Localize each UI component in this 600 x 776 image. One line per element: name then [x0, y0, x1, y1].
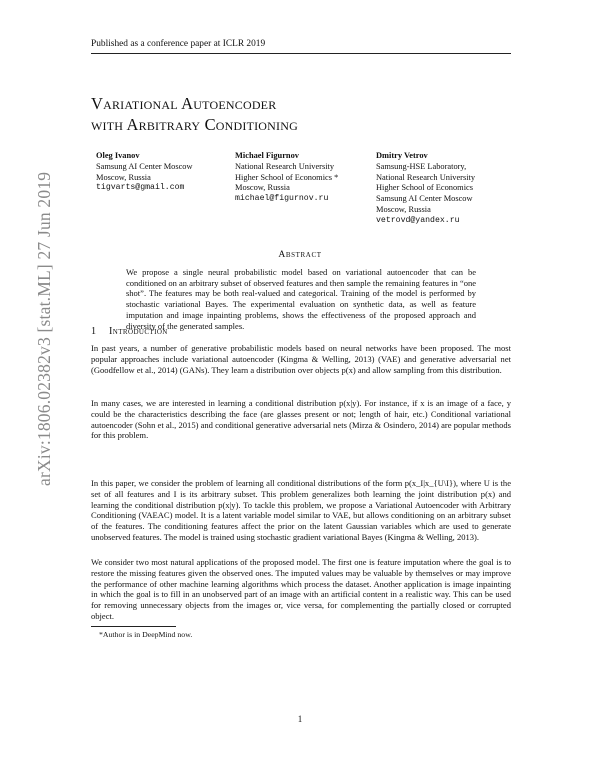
- author-name: Oleg Ivanov: [96, 151, 140, 160]
- author-email[interactable]: vetrovd@yandex.ru: [376, 215, 460, 225]
- author-affiliation: Samsung AI Center Moscow: [376, 194, 473, 204]
- title-line-1: Variational Autoencoder: [91, 94, 277, 113]
- footnote-rule: [91, 626, 176, 627]
- abstract-text: We propose a single neural probabilistic model based on variational autoencoder that can be conditioned on an arbitrary subset of observed features and then sample the remaining features in “one shot”. The features may be both real-valued and categorical. Training of the model is performed by stochastic variational Bayes. The experimental evaluation on synthetic data, as well as feature imputation and image inpainting problems, shows the effectiveness of the proposed approach and diversity of the generated samples.: [126, 267, 476, 331]
- header-rule: [91, 53, 511, 54]
- paragraph-3: In this paper, we consider the problem of learning all conditional distributions of the form p(x_I|x_{U\I}), where U is the set of all features and I is its arbitrary subset. This problem generalizes both learning the joint distribution p(x) and learning the conditional distribution p(x|y). To tackle this problem, we propose a Variational Autoencoder with Arbitrary Conditioning (VAEAC) model. It is a latent variable model similar to VAE, but allows conditioning on an arbitrary subset of the features. The conditioning features affect the prior on the latent Gaussian variables which are used to generate unobserved features. The model is trained using stochastic gradient variational Bayes (Kingma & Welling, 2013).: [91, 478, 511, 542]
- author-affiliation: Moscow, Russia: [235, 183, 290, 193]
- paragraph-4: We consider two most natural applications of the proposed model. The first one is feature imputation where the goal is to restore the missing features given the observed ones. The imputed values may be valuable by themselves or may improve the performance of other machine learning algorithms which process the dataset. Another application is image inpainting in which the goal is to fill in an unobserved part of an image with an artificial content in a realistic way. This can be used for removing unnecessary objects from the images or, vice versa, for complementing the partially closed or corrupted object.: [91, 557, 511, 621]
- author-affiliation: National Research University: [376, 172, 476, 182]
- author-email[interactable]: michael@figurnov.ru: [235, 194, 329, 204]
- author-affiliation: Samsung-HSE Laboratory,: [376, 161, 467, 171]
- author-name: Dmitry Vetrov: [376, 151, 428, 160]
- section-number: 1: [91, 326, 97, 337]
- author-affiliation: Higher School of Economics: [376, 183, 473, 193]
- section-title: Introduction: [109, 326, 168, 337]
- author-affiliation: Samsung AI Center Moscow: [96, 161, 193, 171]
- author-email[interactable]: tigvarts@gmail.com: [96, 183, 185, 193]
- section-heading: [91, 326, 168, 337]
- arxiv-identifier: arXiv:1806.02382v3 [stat.ML] 27 Jun 2019: [34, 171, 54, 486]
- author-affiliation: Moscow, Russia: [376, 204, 431, 214]
- title-line-2: with Arbitrary Conditioning: [91, 115, 298, 134]
- paper-title: [91, 93, 298, 135]
- paragraph-1: In past years, a number of generative probabilistic models based on neural networks have been proposed. The most popular approaches include variational autoencoder (Kingma & Welling, 2013) (VAE) and generative adversarial net (Goodfellow et al., 2014) (GANs). They learn a distribution over objects p(x) and allow sampling from this distribution.: [91, 343, 511, 375]
- abstract-heading: Abstract: [278, 249, 322, 260]
- paragraph-2: In many cases, we are interested in learning a conditional distribution p(x|y). For instance, if x is an image of a face, y could be the characteristics describing the face (are glasses present or not; length of hair, etc.) Conditional variational autoencoder (Sohn et al., 2015) and conditional generative adversarial nets (Mirza & Osindero, 2014) are popular methods for this problem.: [91, 398, 511, 441]
- page-number: 1: [297, 714, 303, 724]
- running-header: Published as a conference paper at ICLR 2019: [91, 39, 266, 49]
- author-3: [376, 151, 475, 227]
- author-2: [235, 151, 338, 205]
- author-name: Michael Figurnov: [235, 151, 299, 160]
- author-affiliation: National Research University: [235, 161, 335, 171]
- author-affiliation: Moscow, Russia: [96, 172, 151, 182]
- footnote: *Author is in DeepMind now.: [99, 630, 193, 639]
- author-1: [96, 151, 193, 194]
- author-affiliation: Higher School of Economics *: [235, 172, 339, 182]
